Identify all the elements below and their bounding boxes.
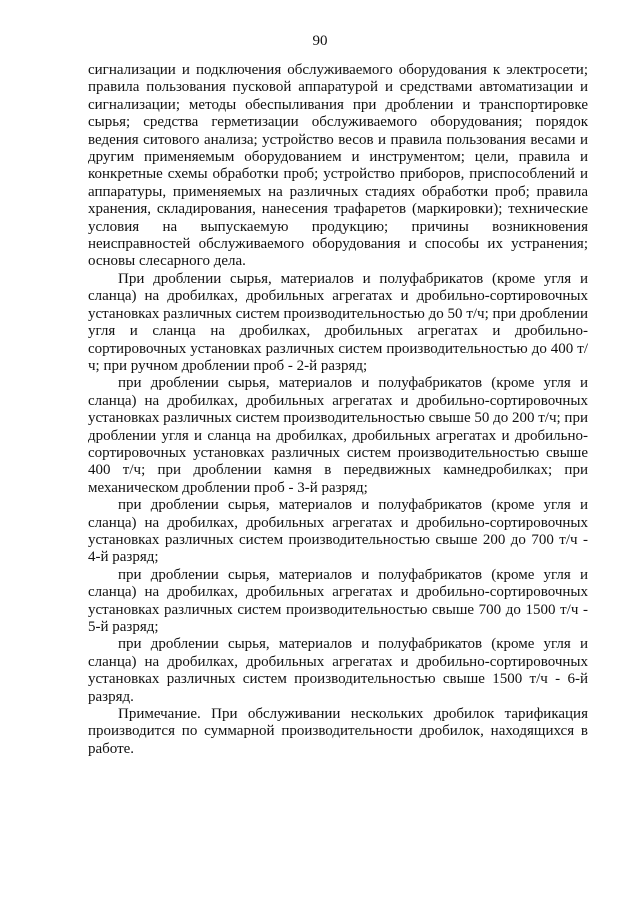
paragraph-grade-2: При дроблении сырья, материалов и полуфабрикатов (кроме угля и сланца) на дробилках, дробильных агрегатах и дробильно-сортировочных установках различных систем производительностью до 50 т/ч; при дроблении угля и сланца на дробилках, дробильных агрегатах и дробильно-сортировочных установках различных систем производительностью до 400 т/ч; при ручном дроблении проб - 2-й разряд; [88, 270, 588, 374]
paragraph-grade-3: при дроблении сырья, материалов и полуфабрикатов (кроме угля и сланца) на дробилках, дробильных агрегатах и дробильно-сортировочных установках различных систем производительностью свыше 50 до 200 т/ч; при дроблении угля и сланца на дробилках, дробильных агрегатах и дробильно-сортировочных установках различных систем производительностью свыше 400 т/ч; при дроблении камня в передвижных камнедробилках; при механическом дроблении проб - 3-й разряд; [88, 375, 588, 496]
paragraph-grade-6: при дроблении сырья, материалов и полуфабрикатов (кроме угля и сланца) на дробилках, дробильных агрегатах и дробильно-сортировочных установках различных систем производительностью свыше 1500 т/ч - 6-й разряд. [88, 636, 588, 705]
paragraph-continuation: сигнализации и подключения обслуживаемого оборудования к электросети; правила пользования пусковой аппаратурой и средствами автоматизации и сигнализации; методы обеспыливания при дроблении и транспортировке сырья; средства герметизации обслуживаемого оборудования; порядок ведения ситового анализа; устройство весов и правила пользования весами и другим применяемым оборудованием и инструментом; цели, правила и конкретные схемы обработки проб; устройство приборов, приспособлений и аппаратуры, применяемых на различных стадиях обработки проб; правила хранения, складирования, нанесения трафаретов (маркировки); технические условия на выпускаемую продукцию; причины возникновения неисправностей обслуживаемого оборудования и способы их устранения; основы слесарного дела. [88, 62, 588, 270]
paragraph-grade-5: при дроблении сырья, материалов и полуфабрикатов (кроме угля и сланца) на дробилках, дробильных агрегатах и дробильно-сортировочных установках различных систем производительностью свыше 700 до 1500 т/ч - 5-й разряд; [88, 566, 588, 635]
paragraph-grade-4: при дроблении сырья, материалов и полуфабрикатов (кроме угля и сланца) на дробилках, дробильных агрегатах и дробильно-сортировочных установках различных систем производительностью свыше 200 до 700 т/ч - 4-й разряд; [88, 497, 588, 566]
paragraph-note: Примечание. При обслуживании нескольких дробилок тарификация производится по суммарной производительности дробилок, находящихся в работе. [88, 706, 588, 757]
document-body [88, 62, 588, 758]
page-number: 90 [312, 33, 328, 49]
